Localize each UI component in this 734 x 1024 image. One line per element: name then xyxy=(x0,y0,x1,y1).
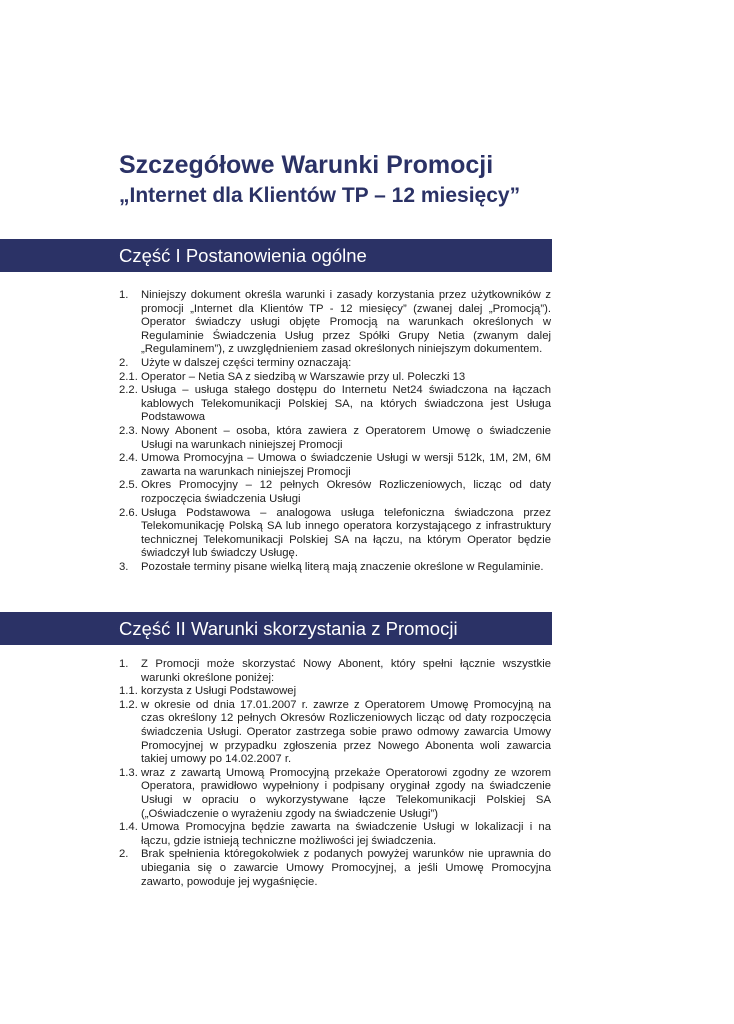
item-number: 2.3. xyxy=(119,424,138,437)
item-number: 2. xyxy=(119,356,129,369)
item-number: 1.2. xyxy=(119,698,138,711)
item-number: 2. xyxy=(119,848,129,861)
document-title: Szczegółowe Warunki Promocji xyxy=(119,151,494,179)
list-item xyxy=(119,371,551,385)
list-item xyxy=(119,357,551,371)
section-heading-general-provisions: Część I Postanowienia ogólne xyxy=(0,239,552,272)
item-text: Nowy Abonent – osoba, która zawiera z Operatorem Umowę o świadczenie Usługi na warunkach niniejszej Promocji xyxy=(141,424,551,451)
item-number: 1. xyxy=(119,658,129,670)
list-item xyxy=(119,821,551,848)
item-number: 2.1. xyxy=(119,370,138,383)
item-number: 1. xyxy=(119,289,129,301)
item-number: 2.6. xyxy=(119,506,138,519)
item-text: Brak spełnienia któregokolwiek z podanych powyżej warunków nie uprawnia do ubiegania się o zawarcie Umowy Promocyjnej, a jeśli Umowę Promocyjna zawarto, powoduje jej wygaśnięcie. xyxy=(141,848,551,888)
item-text: Z Promocji może skorzystać Nowy Abonent, który spełni łącznie wszystkie warunki określone poniżej: xyxy=(141,658,551,684)
item-text: Umowa Promocyjna – Umowa o świadczenie Usługi w wersji 512k, 1M, 2M, 6M zawarta na warunkach niniejszej Promocji xyxy=(141,452,551,478)
item-text: Usługa – usługa stałego dostępu do Internetu Net24 świadczona na łączach kablowych Telekomunikacji Polskiej SA, na których świadczona jest Usługa Podstawowa xyxy=(141,384,551,424)
list-item xyxy=(119,767,551,821)
item-text: korzysta z Usługi Podstawowej xyxy=(141,685,297,698)
item-text: Operator – Netia SA z siedzibą w Warszawie przy ul. Poleczki 13 xyxy=(141,370,466,383)
list-item xyxy=(119,561,551,575)
item-number: 3. xyxy=(119,560,129,573)
item-text: Użyte w dalszej części terminy oznaczają: xyxy=(141,356,352,369)
section-heading-promotion-conditions: Część II Warunki skorzystania z Promocji xyxy=(0,612,552,645)
list-item xyxy=(119,384,551,425)
item-number: 1.1. xyxy=(119,685,138,698)
item-number: 1.3. xyxy=(119,766,138,779)
list-item xyxy=(119,848,551,889)
list-item xyxy=(119,479,551,506)
list-item xyxy=(119,685,551,699)
section-list-general-provisions xyxy=(119,289,551,574)
item-text: Okres Promocyjny – 12 pełnych Okresów Rozliczeniowych, licząc od daty rozpoczęcia świadczenia Usługi xyxy=(141,479,551,505)
item-text: Niniejszy dokument określa warunki i zasady korzystania przez użytkowników z promocji „Internet dla Klientów TP - 12 miesięcy” (zwanej dalej „Promocją”). Operator świadczy usługi objęte Promocją na warunkach określonych w Regulaminie Świadczenia Usług przez Spółki Grupy Netia (zwanym dalej „Regulaminem”), z uwzględnieniem zasad określonych niniejszym dokumentem. xyxy=(141,289,551,356)
item-text: Umowa Promocyjna będzie zawarta na świadczenie Usługi w lokalizacji i na łączu, gdzie istnieją techniczne możliwości jej świadczenia. xyxy=(141,821,551,847)
document-subtitle: „Internet dla Klientów TP – 12 miesięcy” xyxy=(119,184,521,207)
section-list-promotion-conditions xyxy=(119,658,551,889)
item-number: 2.2. xyxy=(119,384,138,397)
list-item xyxy=(119,425,551,452)
item-text: w okresie od dnia 17.01.2007 r. zawrze z Operatorem Umowę Promocyjną na czas określony 12 pełnych Okresów Rozliczeniowych licząc od daty rozpoczęcia świadczenia Usługi. Operator zastrzega sobie prawo odmowy zawarcia Umowy Promocyjnej w przypadku zgłoszenia przez Nowego Abonenta woli zawarcia takiej umowy po 14.02.2007 r. xyxy=(141,698,551,766)
item-text: Pozostałe terminy pisane wielką literą mają znaczenie określone w Regulaminie. xyxy=(141,560,544,573)
list-item xyxy=(119,452,551,479)
list-item xyxy=(119,289,551,357)
item-text: Usługa Podstawowa – analogowa usługa telefoniczna świadczona przez Telekomunikację Polską SA lub innego operatora korzystającego z infrastruktury technicznej Telekomunikacji Polskiej SA na łączu, na którym Operator będzie świadczył lub świadczy Usługę. xyxy=(141,506,551,560)
item-number: 2.4. xyxy=(119,452,138,465)
item-number: 2.5. xyxy=(119,479,138,492)
list-item xyxy=(119,658,551,685)
item-number: 1.4. xyxy=(119,821,138,834)
list-item xyxy=(119,699,551,767)
item-text: wraz z zawartą Umową Promocyjną przekaże Operatorowi zgodny ze wzorem Operatora, prawidłowo wypełniony i podpisany oryginał zgody na świadczenie Usługi w opraciu o wykorzystywane łącze Telekomunikacji Polskiej SA („Oświadczenie o wyrażeniu zgody na świadczenie Usługi”) xyxy=(141,766,551,820)
list-item xyxy=(119,507,551,561)
